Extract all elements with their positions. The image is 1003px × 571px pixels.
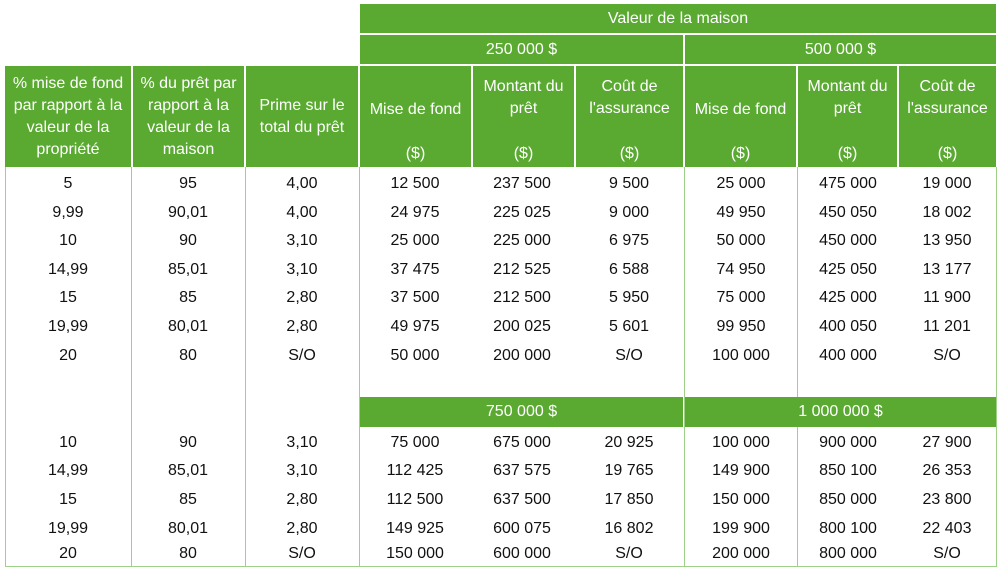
table-cell: 637 575 [493,462,551,479]
table-cell: 3,10 [286,462,318,479]
table-cell: 9 000 [608,204,650,221]
table-cell: 10 [59,232,77,249]
table-cell: 2,80 [286,520,318,537]
col-pret-pct-line4: maison [162,140,215,158]
table-cell: 2,80 [286,491,318,508]
table-cell: 150 000 [712,491,770,508]
table-cell: 675 000 [493,434,551,451]
table-cell: 90,01 [167,204,209,221]
table-cell: 13 950 [922,232,972,249]
col-montant-1-unit: ($) [513,145,534,162]
table-cell: 16 802 [604,520,654,537]
header-price-750000 [360,397,683,427]
table-cell: 199 900 [712,520,770,537]
price-250000-label: 250 000 $ [485,40,558,58]
table-cell: 400 000 [819,347,877,364]
table-cell: 850 000 [819,491,877,508]
table-cell: 11 201 [923,318,971,335]
table-cell: 200 000 [493,347,551,364]
col-mise-pct-line2: par rapport à la [13,96,123,114]
table-cell: 475 000 [819,175,877,192]
left-border [5,167,6,567]
table-cell: 95 [179,175,197,192]
price-750000-label: 750 000 $ [485,403,558,420]
table-cell: S/O [615,347,643,364]
table-cell: 26 353 [922,462,972,479]
col-montant-2-unit: ($) [837,145,858,162]
col-montant-2-line2: prêt [833,100,862,117]
table-cell: S/O [933,545,961,562]
price-1000000-label: 1 000 000 $ [798,403,883,420]
table-cell: 3,10 [286,434,318,451]
table-cell: 13 177 [922,261,972,278]
table-cell: 20 925 [604,434,654,451]
col-montant-2-line1: Montant du [807,78,888,95]
table-cell: 75 000 [716,289,766,306]
table-cell: 14,99 [47,462,89,479]
col-header-montant-2 [798,66,897,167]
table-cell: 49 950 [716,204,766,221]
col-header-mise-2 [685,66,796,167]
col-mise-pct-line4: propriété [36,140,100,158]
table-cell: 9 500 [608,175,650,192]
col-mise-1-unit: ($) [405,145,426,162]
table-cell: 425 000 [819,289,877,306]
table-cell: 15 [59,491,77,508]
table-cell: 2,80 [286,318,318,335]
col-mise-1-label: Mise de fond [369,101,462,118]
table-cell: 37 500 [390,289,440,306]
table-cell: 20 [59,347,77,364]
table-cell: 24 975 [390,204,440,221]
table-cell: 17 850 [604,491,654,508]
table-cell: 25 000 [390,232,440,249]
col-montant-1-line2: prêt [509,100,538,117]
table-cell: 200 000 [712,545,770,562]
col-mise-2-unit: ($) [730,145,751,162]
divider-col-1 [131,167,132,567]
table-cell: 20 [59,545,77,562]
col-mise-2-label: Mise de fond [694,101,787,118]
header-price-250000 [360,35,683,64]
table-cell: 37 475 [390,261,440,278]
header-valeur-maison [360,4,996,33]
table-cell: 3,10 [286,261,318,278]
table-cell: 450 000 [819,232,877,249]
table-cell: 425 050 [819,261,877,278]
table-cell: 99 950 [716,318,766,335]
divider-col-2 [245,167,246,567]
table-cell: 19 765 [604,462,654,479]
table-cell: 149 925 [386,520,444,537]
col-header-montant-1 [473,66,574,167]
table-cell: 450 050 [819,204,877,221]
col-mise-pct-line1: % mise de fond [12,74,124,92]
table-cell: 149 900 [712,462,770,479]
col-cout-2-line1: Coût de [919,78,976,95]
table-cell: 5 601 [608,318,650,335]
table-cell: 49 975 [390,318,440,335]
col-cout-1-unit: ($) [619,145,640,162]
table-cell: 27 900 [922,434,972,451]
table-cell: 100 000 [712,347,770,364]
table-cell: 25 000 [716,175,766,192]
table-cell: 80 [179,545,197,562]
table-cell: 85,01 [167,261,209,278]
table-cell: 80 [179,347,197,364]
col-prime-line1: Prime sur le [259,96,345,114]
table-cell: 19 000 [922,175,972,192]
table-cell: 23 800 [922,491,972,508]
table-cell: 5 [63,175,73,192]
col-header-prime [246,66,358,167]
table-cell: 80,01 [167,318,209,335]
col-cout-2-unit: ($) [937,145,958,162]
table-cell: 400 050 [819,318,877,335]
table-cell: 10 [59,434,77,451]
table-cell: 637 500 [493,491,551,508]
table-cell: 90 [179,434,197,451]
table-cell: 74 950 [716,261,766,278]
table-cell: 4,00 [286,204,318,221]
table-cell: 112 425 [386,462,444,479]
table-cell: 75 000 [390,434,440,451]
col-header-pret-pct [133,66,244,167]
table-cell: 800 100 [819,520,877,537]
table-cell: 19,99 [47,520,89,537]
table-cell: 225 000 [493,232,551,249]
table-cell: S/O [933,347,961,364]
table-cell: 18 002 [922,204,972,221]
table-cell: 225 025 [493,204,551,221]
table-cell: 212 500 [493,289,551,306]
col-pret-pct-line3: valeur de la [147,118,230,136]
table-cell: 85,01 [167,462,209,479]
table-cell: S/O [288,347,316,364]
table-cell: 600 075 [493,520,551,537]
table-cell: 90 [179,232,197,249]
table-cell: 800 000 [819,545,877,562]
table-cell: 19,99 [47,318,89,335]
col-prime-line2: total du prêt [259,118,345,136]
table-cell: 85 [179,289,197,306]
table-cell: 6 588 [608,261,650,278]
table-cell: 6 975 [608,232,650,249]
table-bottom-border [5,566,996,567]
table-cell: 50 000 [390,347,440,364]
divider-col-mid [684,167,685,567]
col-montant-1-line1: Montant du [483,78,564,95]
table-cell: 850 100 [819,462,877,479]
col-cout-1-line2: l'assurance [589,100,670,117]
valeur-maison-label: Valeur de la maison [607,9,749,27]
col-header-mise-pct [5,66,131,167]
col-pret-pct-line2: rapport à la [148,96,229,114]
col-header-cout-2 [899,66,996,167]
col-mise-pct-line3: valeur de la [26,118,110,136]
table-cell: 11 900 [923,289,971,306]
price-500000-label: 500 000 $ [804,40,877,58]
col-pret-pct-line1: % du prêt par [140,74,237,92]
col-header-cout-1 [576,66,683,167]
table-cell: 212 525 [493,261,551,278]
table-cell: 112 500 [386,491,444,508]
table-cell: 80,01 [167,520,209,537]
table-cell: S/O [288,545,316,562]
table-cell: 3,10 [286,232,318,249]
table-cell: 600 000 [493,545,551,562]
table-cell: 85 [179,491,197,508]
col-cout-1-line1: Coût de [601,78,658,95]
table-cell: 900 000 [819,434,877,451]
table-cell: 12 500 [390,175,440,192]
table-cell: 237 500 [493,175,551,192]
table-cell: 15 [59,289,77,306]
table-cell: 22 403 [922,520,972,537]
table-cell: 9,99 [52,204,84,221]
table-cell: 150 000 [386,545,444,562]
header-price-1000000 [685,397,996,427]
table-cell: 2,80 [286,289,318,306]
table-cell: 200 025 [493,318,551,335]
col-header-mise-1 [360,66,471,167]
col-cout-2-line2: l'assurance [907,100,988,117]
table-cell: 5 950 [608,289,650,306]
table-cell: 50 000 [716,232,766,249]
table-cell: 14,99 [47,261,89,278]
header-price-500000 [685,35,996,64]
table-cell: S/O [615,545,643,562]
table-cell: 4,00 [286,175,318,192]
table-cell: 100 000 [712,434,770,451]
